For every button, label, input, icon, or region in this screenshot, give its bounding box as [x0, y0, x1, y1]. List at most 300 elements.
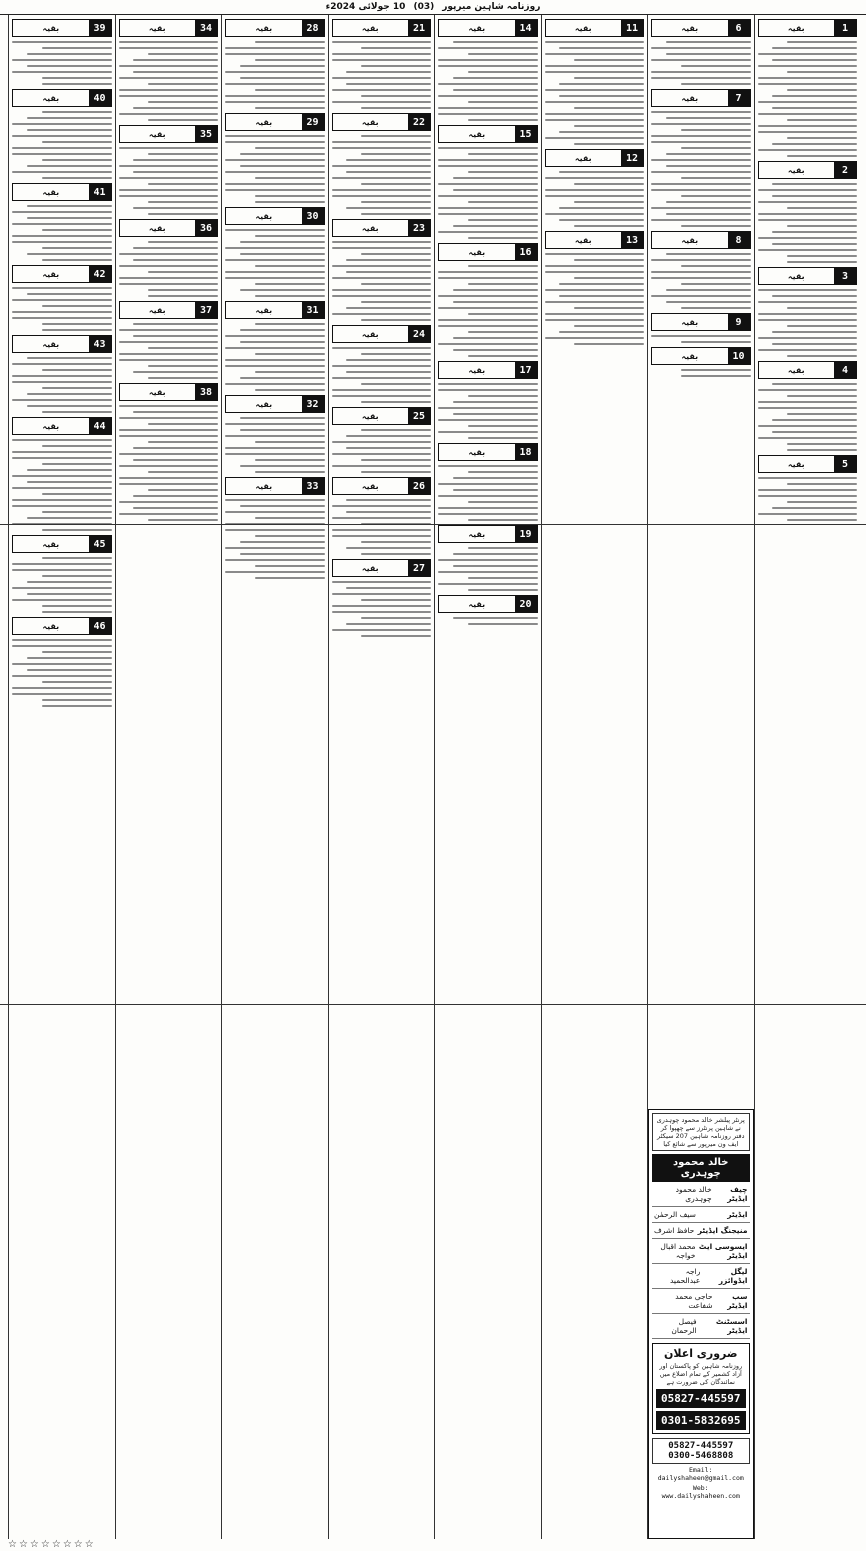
- text-line: [42, 247, 112, 249]
- text-line: [12, 375, 112, 377]
- text-line: [438, 583, 538, 585]
- story-label: بقیہ: [468, 447, 486, 457]
- text-line: [468, 101, 538, 103]
- story-block: [438, 243, 538, 357]
- news-column: [115, 15, 222, 1539]
- text-line: [681, 283, 751, 285]
- text-line: [12, 71, 112, 73]
- page-header: [0, 0, 866, 15]
- text-line: [453, 41, 538, 43]
- text-line: [42, 611, 112, 613]
- text-line: [681, 195, 751, 197]
- text-line: [559, 95, 644, 97]
- staff-row: [652, 1314, 750, 1339]
- text-line: [255, 89, 325, 91]
- text-line: [225, 559, 325, 561]
- chief-editor-banner: خالد محمود چوہدری: [652, 1154, 750, 1182]
- story-label: بقیہ: [361, 117, 379, 127]
- story-block: [545, 149, 645, 227]
- text-line: [438, 559, 538, 561]
- story-number: 8: [728, 232, 750, 248]
- text-line: [787, 413, 857, 415]
- story-tag: [12, 335, 112, 353]
- story-label: بقیہ: [468, 529, 486, 539]
- text-line: [453, 225, 538, 227]
- text-line: [332, 505, 432, 507]
- text-line: [758, 101, 858, 103]
- story-number: 21: [408, 20, 430, 36]
- story-tag: [332, 19, 432, 37]
- text-line: [332, 77, 432, 79]
- staff-row: [652, 1239, 750, 1264]
- text-line: [361, 429, 431, 431]
- text-line: [12, 171, 112, 173]
- text-line: [12, 311, 112, 313]
- text-line: [438, 195, 538, 197]
- text-line: [225, 159, 325, 161]
- text-line: [148, 53, 218, 55]
- text-line: [42, 305, 112, 307]
- text-line: [758, 201, 858, 203]
- text-line: [346, 307, 431, 309]
- story-tag: [651, 347, 751, 365]
- text-line: [787, 449, 857, 451]
- text-line: [42, 259, 112, 261]
- text-line: [148, 271, 218, 273]
- story-number: 19: [515, 526, 537, 542]
- news-column: [434, 15, 541, 1539]
- text-line: [346, 359, 431, 361]
- text-line: [468, 501, 538, 503]
- text-line: [574, 201, 644, 203]
- text-line: [332, 177, 432, 179]
- text-line: [27, 253, 112, 255]
- story-tag: [758, 455, 858, 473]
- text-line: [468, 355, 538, 357]
- story-number: 31: [302, 302, 324, 318]
- text-line: [361, 635, 431, 637]
- paper-name: روزنامہ شاہین میرپور: [442, 2, 541, 12]
- text-line: [332, 389, 432, 391]
- page-number: (03): [413, 2, 435, 12]
- text-line: [255, 295, 325, 297]
- text-line: [332, 453, 432, 455]
- text-line: [361, 107, 431, 109]
- text-line: [346, 259, 431, 261]
- text-line: [119, 353, 219, 355]
- story-label: بقیہ: [42, 621, 60, 631]
- story-block: [758, 455, 858, 521]
- text-line: [119, 283, 219, 285]
- text-line: [559, 207, 644, 209]
- text-line: [453, 489, 538, 491]
- text-line: [119, 147, 219, 149]
- text-line: [681, 83, 751, 85]
- text-line: [758, 313, 858, 315]
- text-line: [119, 95, 219, 97]
- story-label: بقیہ: [574, 235, 592, 245]
- text-line: [332, 89, 432, 91]
- text-line: [545, 189, 645, 191]
- story-number: 5: [834, 456, 856, 472]
- text-line: [332, 529, 432, 531]
- text-line: [346, 159, 431, 161]
- text-line: [42, 445, 112, 447]
- text-line: [438, 325, 538, 327]
- story-number: 35: [195, 126, 217, 142]
- text-line: [225, 259, 325, 261]
- story-block: [332, 559, 432, 637]
- text-line: [787, 225, 857, 227]
- text-line: [681, 341, 751, 343]
- story-label: بقیہ: [361, 23, 379, 33]
- text-line: [758, 249, 858, 251]
- text-line: [240, 77, 325, 79]
- story-label: بقیہ: [255, 481, 273, 491]
- text-line: [225, 423, 325, 425]
- story-tag: [651, 19, 751, 37]
- text-line: [255, 471, 325, 473]
- text-line: [12, 59, 112, 61]
- text-line: [148, 83, 218, 85]
- staff-name: حافظ اشرف: [654, 1226, 695, 1235]
- text-line: [42, 493, 112, 495]
- text-line: [651, 219, 751, 221]
- story-tag: [332, 477, 432, 495]
- text-line: [27, 165, 112, 167]
- story-label: بقیہ: [787, 271, 805, 281]
- text-line: [787, 307, 857, 309]
- story-block: [225, 19, 325, 109]
- text-line: [681, 129, 751, 131]
- story-block: [12, 417, 112, 531]
- story-number: 16: [515, 244, 537, 260]
- text-line: [545, 65, 645, 67]
- text-line: [225, 95, 325, 97]
- text-line: [148, 153, 218, 155]
- staff-name: حاجی محمد شفاعت: [675, 1292, 713, 1310]
- staff-role: ایڈیٹر: [727, 1210, 748, 1219]
- text-line: [42, 369, 112, 371]
- text-line: [332, 195, 432, 197]
- text-line: [332, 377, 432, 379]
- text-line: [438, 383, 538, 385]
- contact-website: Web: www.dailyshaheen.com: [661, 1484, 740, 1500]
- text-line: [787, 119, 857, 121]
- text-line: [12, 235, 112, 237]
- text-line: [42, 387, 112, 389]
- text-line: [666, 53, 751, 55]
- text-line: [787, 261, 857, 263]
- text-line: [119, 177, 219, 179]
- staff-name: محمد اقبال خواجہ: [660, 1242, 696, 1260]
- text-line: [332, 365, 432, 367]
- story-number: 20: [515, 596, 537, 612]
- story-number: 29: [302, 114, 324, 130]
- text-line: [651, 47, 751, 49]
- story-tag: [12, 19, 112, 37]
- text-line: [240, 417, 325, 419]
- story-tag: [119, 219, 219, 237]
- text-line: [651, 189, 751, 191]
- text-line: [468, 219, 538, 221]
- text-line: [361, 183, 431, 185]
- story-block: [438, 361, 538, 439]
- text-line: [758, 219, 858, 221]
- text-line: [361, 95, 431, 97]
- story-tag: [651, 313, 751, 331]
- story-tag: [651, 89, 751, 107]
- text-line: [12, 487, 112, 489]
- text-line: [361, 253, 431, 255]
- story-label: بقیہ: [42, 339, 60, 349]
- text-line: [758, 65, 858, 67]
- text-line: [453, 565, 538, 567]
- text-line: [361, 617, 431, 619]
- text-line: [453, 89, 538, 91]
- story-number: 2: [834, 162, 856, 178]
- text-line: [148, 201, 218, 203]
- staff-role: سب ایڈیٹر: [727, 1292, 748, 1310]
- text-line: [438, 83, 538, 85]
- text-line: [468, 577, 538, 579]
- text-line: [119, 453, 219, 455]
- text-line: [332, 59, 432, 61]
- text-line: [42, 699, 112, 701]
- text-line: [255, 235, 325, 237]
- text-line: [225, 271, 325, 273]
- text-line: [772, 243, 857, 245]
- story-tag: [12, 535, 112, 553]
- text-line: [772, 383, 857, 385]
- text-line: [453, 189, 538, 191]
- story-number: 15: [515, 126, 537, 142]
- text-line: [240, 541, 325, 543]
- text-line: [12, 317, 112, 319]
- story-number: 13: [621, 232, 643, 248]
- story-tag: [119, 19, 219, 37]
- text-line: [666, 153, 751, 155]
- text-line: [119, 113, 219, 115]
- text-line: [651, 71, 751, 73]
- text-line: [438, 213, 538, 215]
- story-label: بقیہ: [681, 317, 699, 327]
- story-number: 36: [195, 220, 217, 236]
- text-line: [27, 405, 112, 407]
- contact-email: Email: dailyshaheen@gmail.com: [657, 1466, 744, 1482]
- text-line: [12, 599, 112, 601]
- text-line: [651, 295, 751, 297]
- text-line: [438, 319, 538, 321]
- story-tag: [438, 19, 538, 37]
- text-line: [332, 247, 432, 249]
- text-line: [574, 325, 644, 327]
- text-line: [225, 529, 325, 531]
- text-line: [438, 59, 538, 61]
- text-line: [651, 111, 751, 113]
- text-line: [133, 507, 218, 509]
- story-tag: [119, 301, 219, 319]
- text-line: [758, 289, 858, 291]
- story-label: بقیہ: [255, 305, 273, 315]
- text-line: [758, 77, 858, 79]
- text-line: [119, 41, 219, 43]
- text-line: [438, 231, 538, 233]
- story-number: 3: [834, 268, 856, 284]
- story-tag: [225, 395, 325, 413]
- story-number: 43: [89, 336, 111, 352]
- text-line: [332, 277, 432, 279]
- story-tag: [119, 383, 219, 401]
- text-line: [42, 463, 112, 465]
- story-tag: [225, 113, 325, 131]
- text-line: [12, 211, 112, 213]
- fold-rule: [0, 524, 866, 525]
- story-label: بقیہ: [681, 93, 699, 103]
- story-label: بقیہ: [42, 23, 60, 33]
- text-line: [787, 519, 857, 521]
- story-label: بقیہ: [42, 269, 60, 279]
- text-line: [225, 47, 325, 49]
- story-label: بقیہ: [468, 129, 486, 139]
- text-line: [148, 519, 218, 521]
- text-line: [27, 657, 112, 659]
- text-line: [361, 283, 431, 285]
- story-block: [651, 231, 751, 309]
- text-line: [119, 277, 219, 279]
- text-line: [240, 377, 325, 379]
- text-line: [468, 201, 538, 203]
- story-tag: [225, 301, 325, 319]
- text-line: [119, 329, 219, 331]
- story-tag: [12, 265, 112, 283]
- story-tag: [12, 89, 112, 107]
- story-label: بقیہ: [361, 481, 379, 491]
- text-line: [119, 405, 219, 407]
- text-line: [545, 101, 645, 103]
- staff-name: خالد محمود چوہدری: [675, 1185, 712, 1203]
- text-line: [225, 135, 325, 137]
- story-number: 39: [89, 20, 111, 36]
- text-line: [453, 553, 538, 555]
- story-block: [119, 301, 219, 379]
- text-line: [468, 265, 538, 267]
- story-label: بقیہ: [361, 223, 379, 233]
- text-line: [225, 453, 325, 455]
- text-line: [651, 59, 751, 61]
- text-line: [12, 693, 112, 695]
- text-line: [787, 355, 857, 357]
- story-label: بقیہ: [787, 165, 805, 175]
- text-line: [438, 571, 538, 573]
- text-line: [346, 623, 431, 625]
- text-line: [438, 389, 538, 391]
- text-line: [772, 343, 857, 345]
- news-column: [541, 15, 648, 1539]
- text-line: [787, 501, 857, 503]
- text-line: [148, 101, 218, 103]
- story-number: 23: [408, 220, 430, 236]
- text-line: [758, 349, 858, 351]
- story-tag: [438, 595, 538, 613]
- text-line: [133, 207, 218, 209]
- text-line: [559, 283, 644, 285]
- story-number: 40: [89, 90, 111, 106]
- text-line: [787, 137, 857, 139]
- text-line: [12, 381, 112, 383]
- text-line: [225, 183, 325, 185]
- text-line: [346, 371, 431, 373]
- text-line: [438, 495, 538, 497]
- text-line: [225, 435, 325, 437]
- story-block: [225, 207, 325, 297]
- story-tag: [758, 161, 858, 179]
- text-line: [240, 241, 325, 243]
- text-line: [240, 65, 325, 67]
- text-line: [438, 295, 538, 297]
- text-line: [681, 369, 751, 371]
- text-line: [12, 475, 112, 477]
- text-line: [346, 271, 431, 273]
- text-line: [133, 447, 218, 449]
- text-line: [346, 71, 431, 73]
- story-block: [758, 161, 858, 263]
- text-line: [468, 153, 538, 155]
- text-line: [148, 119, 218, 121]
- text-line: [332, 265, 432, 267]
- text-line: [119, 483, 219, 485]
- text-line: [148, 365, 218, 367]
- text-line: [255, 107, 325, 109]
- text-line: [240, 341, 325, 343]
- text-line: [42, 411, 112, 413]
- text-line: [332, 189, 432, 191]
- text-line: [758, 53, 858, 55]
- text-line: [758, 83, 858, 85]
- staff-row: [652, 1289, 750, 1314]
- text-line: [133, 495, 218, 497]
- text-line: [119, 189, 219, 191]
- text-line: [12, 439, 112, 441]
- text-line: [559, 295, 644, 297]
- story-number: 37: [195, 302, 217, 318]
- text-line: [42, 529, 112, 531]
- text-line: [468, 425, 538, 427]
- text-line: [12, 287, 112, 289]
- text-line: [12, 687, 112, 689]
- story-number: 7: [728, 90, 750, 106]
- text-line: [12, 563, 112, 565]
- story-tag: [225, 207, 325, 225]
- text-line: [681, 265, 751, 267]
- story-label: بقیہ: [42, 187, 60, 197]
- story-label: بقیہ: [574, 23, 592, 33]
- text-line: [574, 225, 644, 227]
- text-line: [787, 89, 857, 91]
- text-line: [787, 71, 857, 73]
- text-line: [332, 101, 432, 103]
- text-line: [574, 259, 644, 261]
- text-line: [12, 587, 112, 589]
- story-number: 46: [89, 618, 111, 634]
- text-line: [27, 481, 112, 483]
- credits-box: [648, 1109, 754, 1539]
- text-line: [468, 283, 538, 285]
- text-line: [27, 205, 112, 207]
- story-number: 1: [834, 20, 856, 36]
- text-line: [42, 111, 112, 113]
- text-line: [225, 335, 325, 337]
